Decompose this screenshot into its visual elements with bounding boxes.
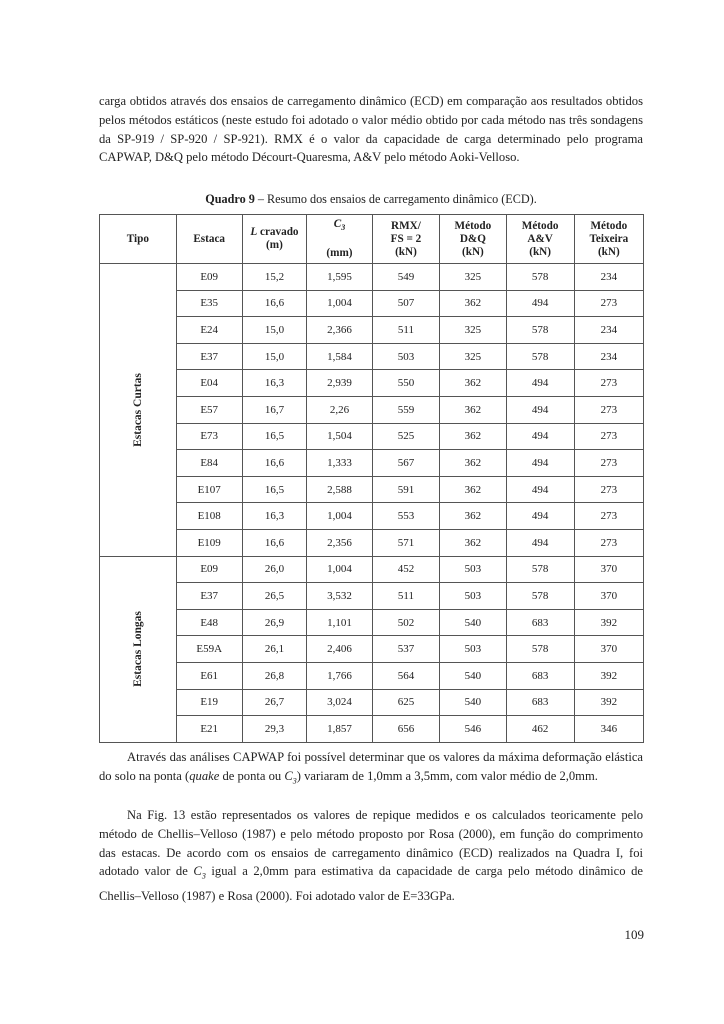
header-av: Método A&V (kN) [506,215,574,264]
table-cell: 234 [574,317,643,344]
table-cell: 370 [574,636,643,663]
table-cell: 578 [506,583,574,610]
table-cell: 494 [506,290,574,317]
table-cell: 553 [372,503,440,530]
table-cell: 3,024 [307,689,372,716]
table-cell: 362 [440,476,506,503]
table-cell: E09 [176,264,242,291]
table-row [100,476,644,503]
table-row [100,662,644,689]
header-dq: Método D&Q (kN) [440,215,506,264]
group-label: Estacas Curtas [131,372,144,447]
table-cell: E107 [176,476,242,503]
caption-label: Quadro 9 [205,192,255,206]
table-cell: 591 [372,476,440,503]
caption-text: – Resumo dos ensaios de carregamento dinâmico (ECD). [254,192,537,206]
table-cell: 494 [506,450,574,477]
table-header-row [100,215,644,264]
table-row [100,423,644,450]
paragraph-fig13: Na Fig. 13 estão representados os valores de repique medidos e os calculados teoricamente pelo método de Chellis–Velloso (1987) e pelo método proposto por Rosa (2000), em função do comprimento das estacas. De acordo com os ensaios de carregamento dinâmico (ECD) realizados na Quadra I, foi adotado valor de $C_3$ igual a 2,0mm para estimativa da capacidade de carga pelo método dinâmico de Chellis–Velloso (1987) e Rosa (2000). Foi adotado valor de E=33GPa. [99,808,644,903]
table-cell: 503 [440,636,506,663]
table-row [100,716,644,743]
table-row [100,450,644,477]
table-cell: E09 [176,556,242,583]
table-cell: E21 [176,716,242,743]
table-cell: 26,7 [242,689,307,716]
table-cell: 1,004 [307,556,372,583]
table-cell: 325 [440,264,506,291]
table-cell: 346 [574,716,643,743]
table-cell: 362 [440,529,506,556]
ecd-summary-table [99,214,644,743]
table-cell: 15,0 [242,317,307,344]
table-cell: 26,1 [242,636,307,663]
table-cell: E109 [176,529,242,556]
header-rmx: RMX/ FS = 2 (kN) [372,215,440,264]
table-row [100,689,644,716]
table-cell: 370 [574,556,643,583]
header-teixeira: Método Teixeira (kN) [574,215,643,264]
table-caption [99,192,643,207]
table-cell: 452 [372,556,440,583]
table-cell: 26,0 [242,556,307,583]
table-cell: 578 [506,636,574,663]
table-cell: 273 [574,476,643,503]
group-label: Estacas Longas [131,611,144,687]
table-cell: 362 [440,290,506,317]
table-cell: 273 [574,370,643,397]
table-cell: 26,5 [242,583,307,610]
table-cell: 362 [440,503,506,530]
table-cell: 549 [372,264,440,291]
table-cell: 656 [372,716,440,743]
table-cell: 2,366 [307,317,372,344]
table-cell: 325 [440,343,506,370]
table-row [100,396,644,423]
table-cell: 503 [440,556,506,583]
table-cell: 1,101 [307,609,372,636]
table-cell: 494 [506,370,574,397]
table-cell: 550 [372,370,440,397]
table-cell: 26,9 [242,609,307,636]
table-cell: 625 [372,689,440,716]
table-cell: 362 [440,423,506,450]
paragraph-capwap: Através das análises CAPWAP foi possível determinar que os valores da máxima deformação elástica do solo na ponta (quake de ponta ou $C_3$) variaram de 1,0mm a 3,5mm, com valor médio de 2,0mm. [99,750,643,786]
page-number: 109 [624,927,644,942]
table-cell: 29,3 [242,716,307,743]
table-cell: 502 [372,609,440,636]
table-cell: 273 [574,529,643,556]
table-cell: 370 [574,583,643,610]
table-cell: 503 [372,343,440,370]
table-cell: 578 [506,343,574,370]
table-cell: 273 [574,396,643,423]
table-cell: 362 [440,396,506,423]
table-cell: 2,588 [307,476,372,503]
table-row [100,503,644,530]
table-cell: E37 [176,583,242,610]
table-cell: E19 [176,689,242,716]
table-cell: E73 [176,423,242,450]
table-row [100,583,644,610]
table-cell: E108 [176,503,242,530]
table-cell: 2,406 [307,636,372,663]
header-c3: $C_3$ (mm) [307,215,372,264]
table-row [100,556,644,583]
table-cell: 26,8 [242,662,307,689]
table-cell: 362 [440,370,506,397]
table-cell: 362 [440,450,506,477]
table-cell: 1,004 [307,503,372,530]
table-row [100,636,644,663]
table-row [100,529,644,556]
table-cell: E59A [176,636,242,663]
table-cell: 273 [574,503,643,530]
table-row [100,264,644,291]
table-cell: E57 [176,396,242,423]
header-tipo: Tipo [100,215,177,264]
table-cell: 1,584 [307,343,372,370]
table-cell: 494 [506,396,574,423]
table-cell: 273 [574,290,643,317]
table-cell: 571 [372,529,440,556]
table-row [100,290,644,317]
table-cell: E48 [176,609,242,636]
table-cell: 683 [506,609,574,636]
table-cell: 1,766 [307,662,372,689]
table-cell: 525 [372,423,440,450]
table-cell: 564 [372,662,440,689]
table-cell: 540 [440,609,506,636]
header-l-cravado: L cravado (m) [242,215,307,264]
table-cell: 1,004 [307,290,372,317]
table-cell: 503 [440,583,506,610]
table-cell: 16,6 [242,290,307,317]
table-cell: 273 [574,423,643,450]
table-cell: 494 [506,476,574,503]
group-label-cell [100,556,177,742]
table-cell: 507 [372,290,440,317]
table-cell: 1,857 [307,716,372,743]
table-cell: E04 [176,370,242,397]
group-label-cell [100,264,177,557]
table-cell: 1,333 [307,450,372,477]
table-cell: 494 [506,503,574,530]
table-cell: 16,7 [242,396,307,423]
table-cell: 234 [574,264,643,291]
table-cell: 2,939 [307,370,372,397]
table-cell: 462 [506,716,574,743]
table-cell: 3,532 [307,583,372,610]
table-cell: 16,6 [242,529,307,556]
table-cell: E24 [176,317,242,344]
table-cell: 16,3 [242,370,307,397]
table-cell: E37 [176,343,242,370]
table-cell: 325 [440,317,506,344]
table-cell: E84 [176,450,242,477]
table-cell: 15,2 [242,264,307,291]
table-cell: E61 [176,662,242,689]
header-estaca: Estaca [176,215,242,264]
table-cell: 392 [574,609,643,636]
table-cell: 494 [506,423,574,450]
table-cell: 392 [574,689,643,716]
table-cell: 273 [574,450,643,477]
table-cell: 1,504 [307,423,372,450]
table-cell: 546 [440,716,506,743]
intro-paragraph: carga obtidos através dos ensaios de carregamento dinâmico (ECD) em comparação aos resultados obtidos pelos métodos estáticos (neste estudo foi adotado o valor médio obtido por cada método nas três sondagens da SP-919 / SP-920 / SP-921). RMX é o valor da capacidade de carga determinado pelo programa CAPWAP, D&Q pelo método Décourt-Quaresma, A&V pelo método Aoki-Velloso. [99,94,643,165]
table-cell: 578 [506,317,574,344]
table-cell: 683 [506,662,574,689]
table-cell: 567 [372,450,440,477]
table-cell: 16,3 [242,503,307,530]
table-row [100,343,644,370]
table-cell: 683 [506,689,574,716]
table-cell: E35 [176,290,242,317]
table-cell: 537 [372,636,440,663]
table-row [100,317,644,344]
table-cell: 392 [574,662,643,689]
table-cell: 234 [574,343,643,370]
table-cell: 2,26 [307,396,372,423]
table-cell: 559 [372,396,440,423]
table-cell: 578 [506,556,574,583]
table-cell: 578 [506,264,574,291]
table-row [100,609,644,636]
table-cell: 494 [506,529,574,556]
table-cell: 16,5 [242,423,307,450]
table-cell: 511 [372,583,440,610]
table-cell: 16,5 [242,476,307,503]
table-cell: 15,0 [242,343,307,370]
table-cell: 540 [440,689,506,716]
table-cell: 511 [372,317,440,344]
table-cell: 2,356 [307,529,372,556]
table-cell: 16,6 [242,450,307,477]
table-cell: 540 [440,662,506,689]
table-row [100,370,644,397]
table-cell: 1,595 [307,264,372,291]
